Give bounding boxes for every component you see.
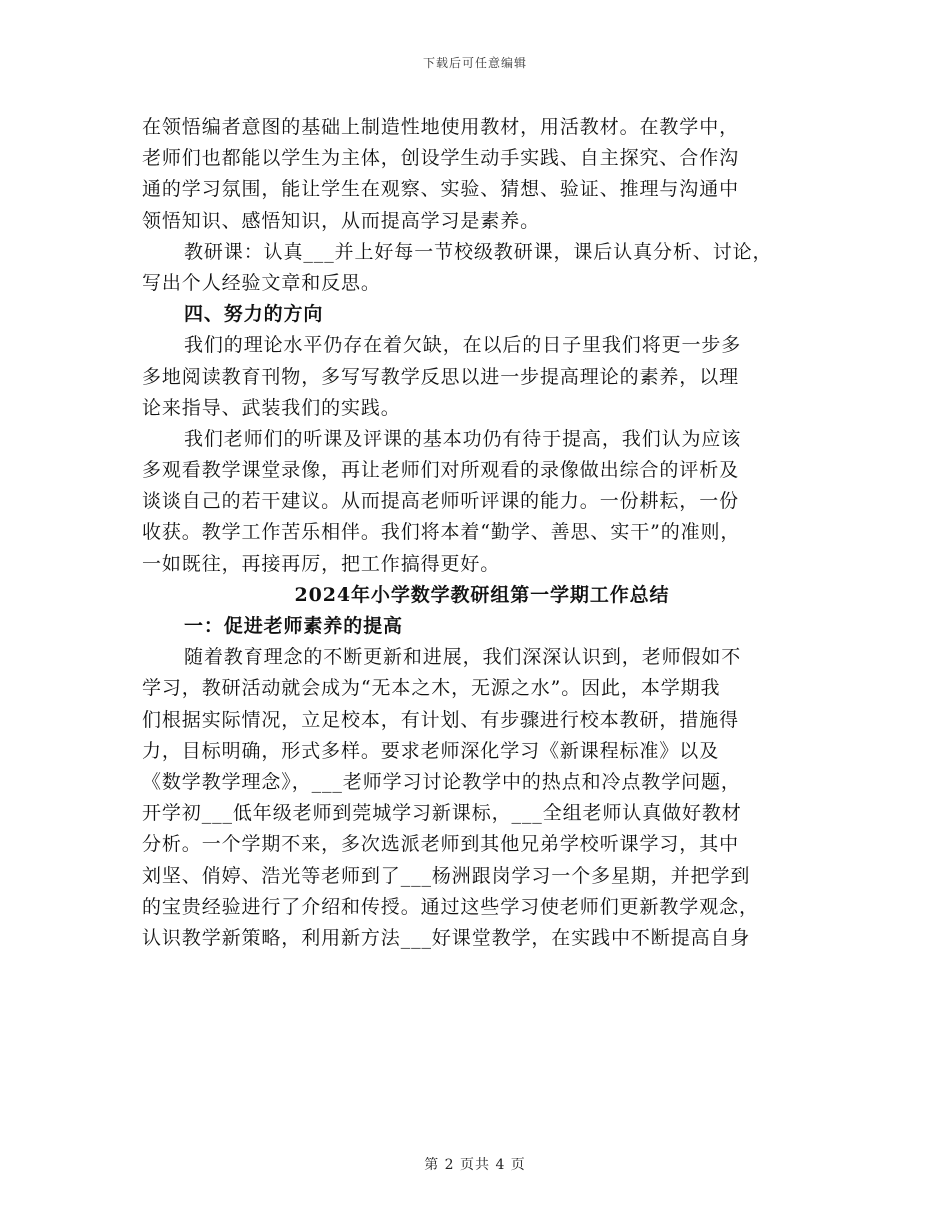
paragraph-line: 分析。一个学期不来，多次选派老师到其他兄弟学校听课学习，其中 [142,833,740,856]
paragraph-line: 随着教育理念的不断更新和进展，我们深深认识到，老师假如不 [184,646,742,669]
paragraph-line: 认识教学新策略，利用新方法___好课堂教学，在实践中不断提高自身 [142,926,751,949]
section-heading: 一：促进老师素养的提高 [184,615,403,637]
paragraph-line: 刘坚、俏婷、浩光等老师到了___杨洲跟岗学习一个多星期，并把学到 [142,864,751,887]
paragraph-line: 写出个人经验文章和反思。 [142,271,381,294]
paragraph-line: 学习，教研活动就会成为“无本之木，无源之水”。因此，本学期我 [142,677,721,700]
document-title: 2024年小学数学教研组第一学期工作总结 [294,583,670,606]
paragraph-line: 教研课：认真___并上好每一节校级教研课，课后认真分析、讨论， [184,240,773,263]
document-body [142,112,822,954]
paragraph-line: 在领悟编者意图的基础上制造性地使用教材，用活教材。在教学中， [142,116,740,138]
paragraph-line: 《数学教学理念》，___老师学习讨论教学中的热点和冷点教学问题， [142,770,741,793]
paragraph-line: 多地阅读教育刊物，多写写教学反思以进一步提高理论的素养，以理 [142,365,740,388]
paragraph-line: 老师们也都能以学生为主体，创设学生动手实践、自主探究、合作沟 [142,147,740,170]
paragraph-line: 领悟知识、感悟知识，从而提高学习是素养。 [142,209,541,232]
paragraph-line: 的宝贵经验进行了介绍和传授。通过这些学习使老师们更新教学观念， [142,895,759,918]
section-heading: 四、努力的方向 [184,303,324,326]
paragraph-line: 论来指导、武装我们的实践。 [142,396,401,419]
paragraph-line: 通的学习氛围，能让学生在观察、实验、猜想、验证、推理与沟通中 [142,178,740,201]
paragraph-line: 多观看教学课堂录像，再让老师们对所观看的录像做出综合的评析及 [142,459,740,482]
paragraph-line: 力，目标明确，形式多样。要求老师深化学习《新课程标准》以及 [142,739,720,762]
paragraph-line: 我们老师们的听课及评课的基本功仍有待于提高，我们认为应该 [184,427,742,450]
page-footer: 第 2 页共 4 页 [424,1157,526,1173]
paragraph-line: 谈谈自己的若干建议。从而提高老师听评课的能力。一份耕耘，一份 [142,490,740,513]
paragraph-line: 收获。教学工作苦乐相伴。我们将本着“勤学、善思、实干”的准则， [142,521,741,544]
paragraph-line: 们根据实际情况，立足校本，有计划、有步骤进行校本教研，措施得 [142,708,740,731]
paragraph-line: 一如既往，再接再厉，把工作搞得更好。 [142,552,501,575]
page-header: 下载后可任意编辑 [422,56,527,70]
paragraph-line: 开学初___低年级老师到莞城学习新课标，___全组老师认真做好教材 [142,802,742,825]
paragraph-line: 我们的理论水平仍存在着欠缺，在以后的日子里我们将更一步多 [184,334,742,357]
